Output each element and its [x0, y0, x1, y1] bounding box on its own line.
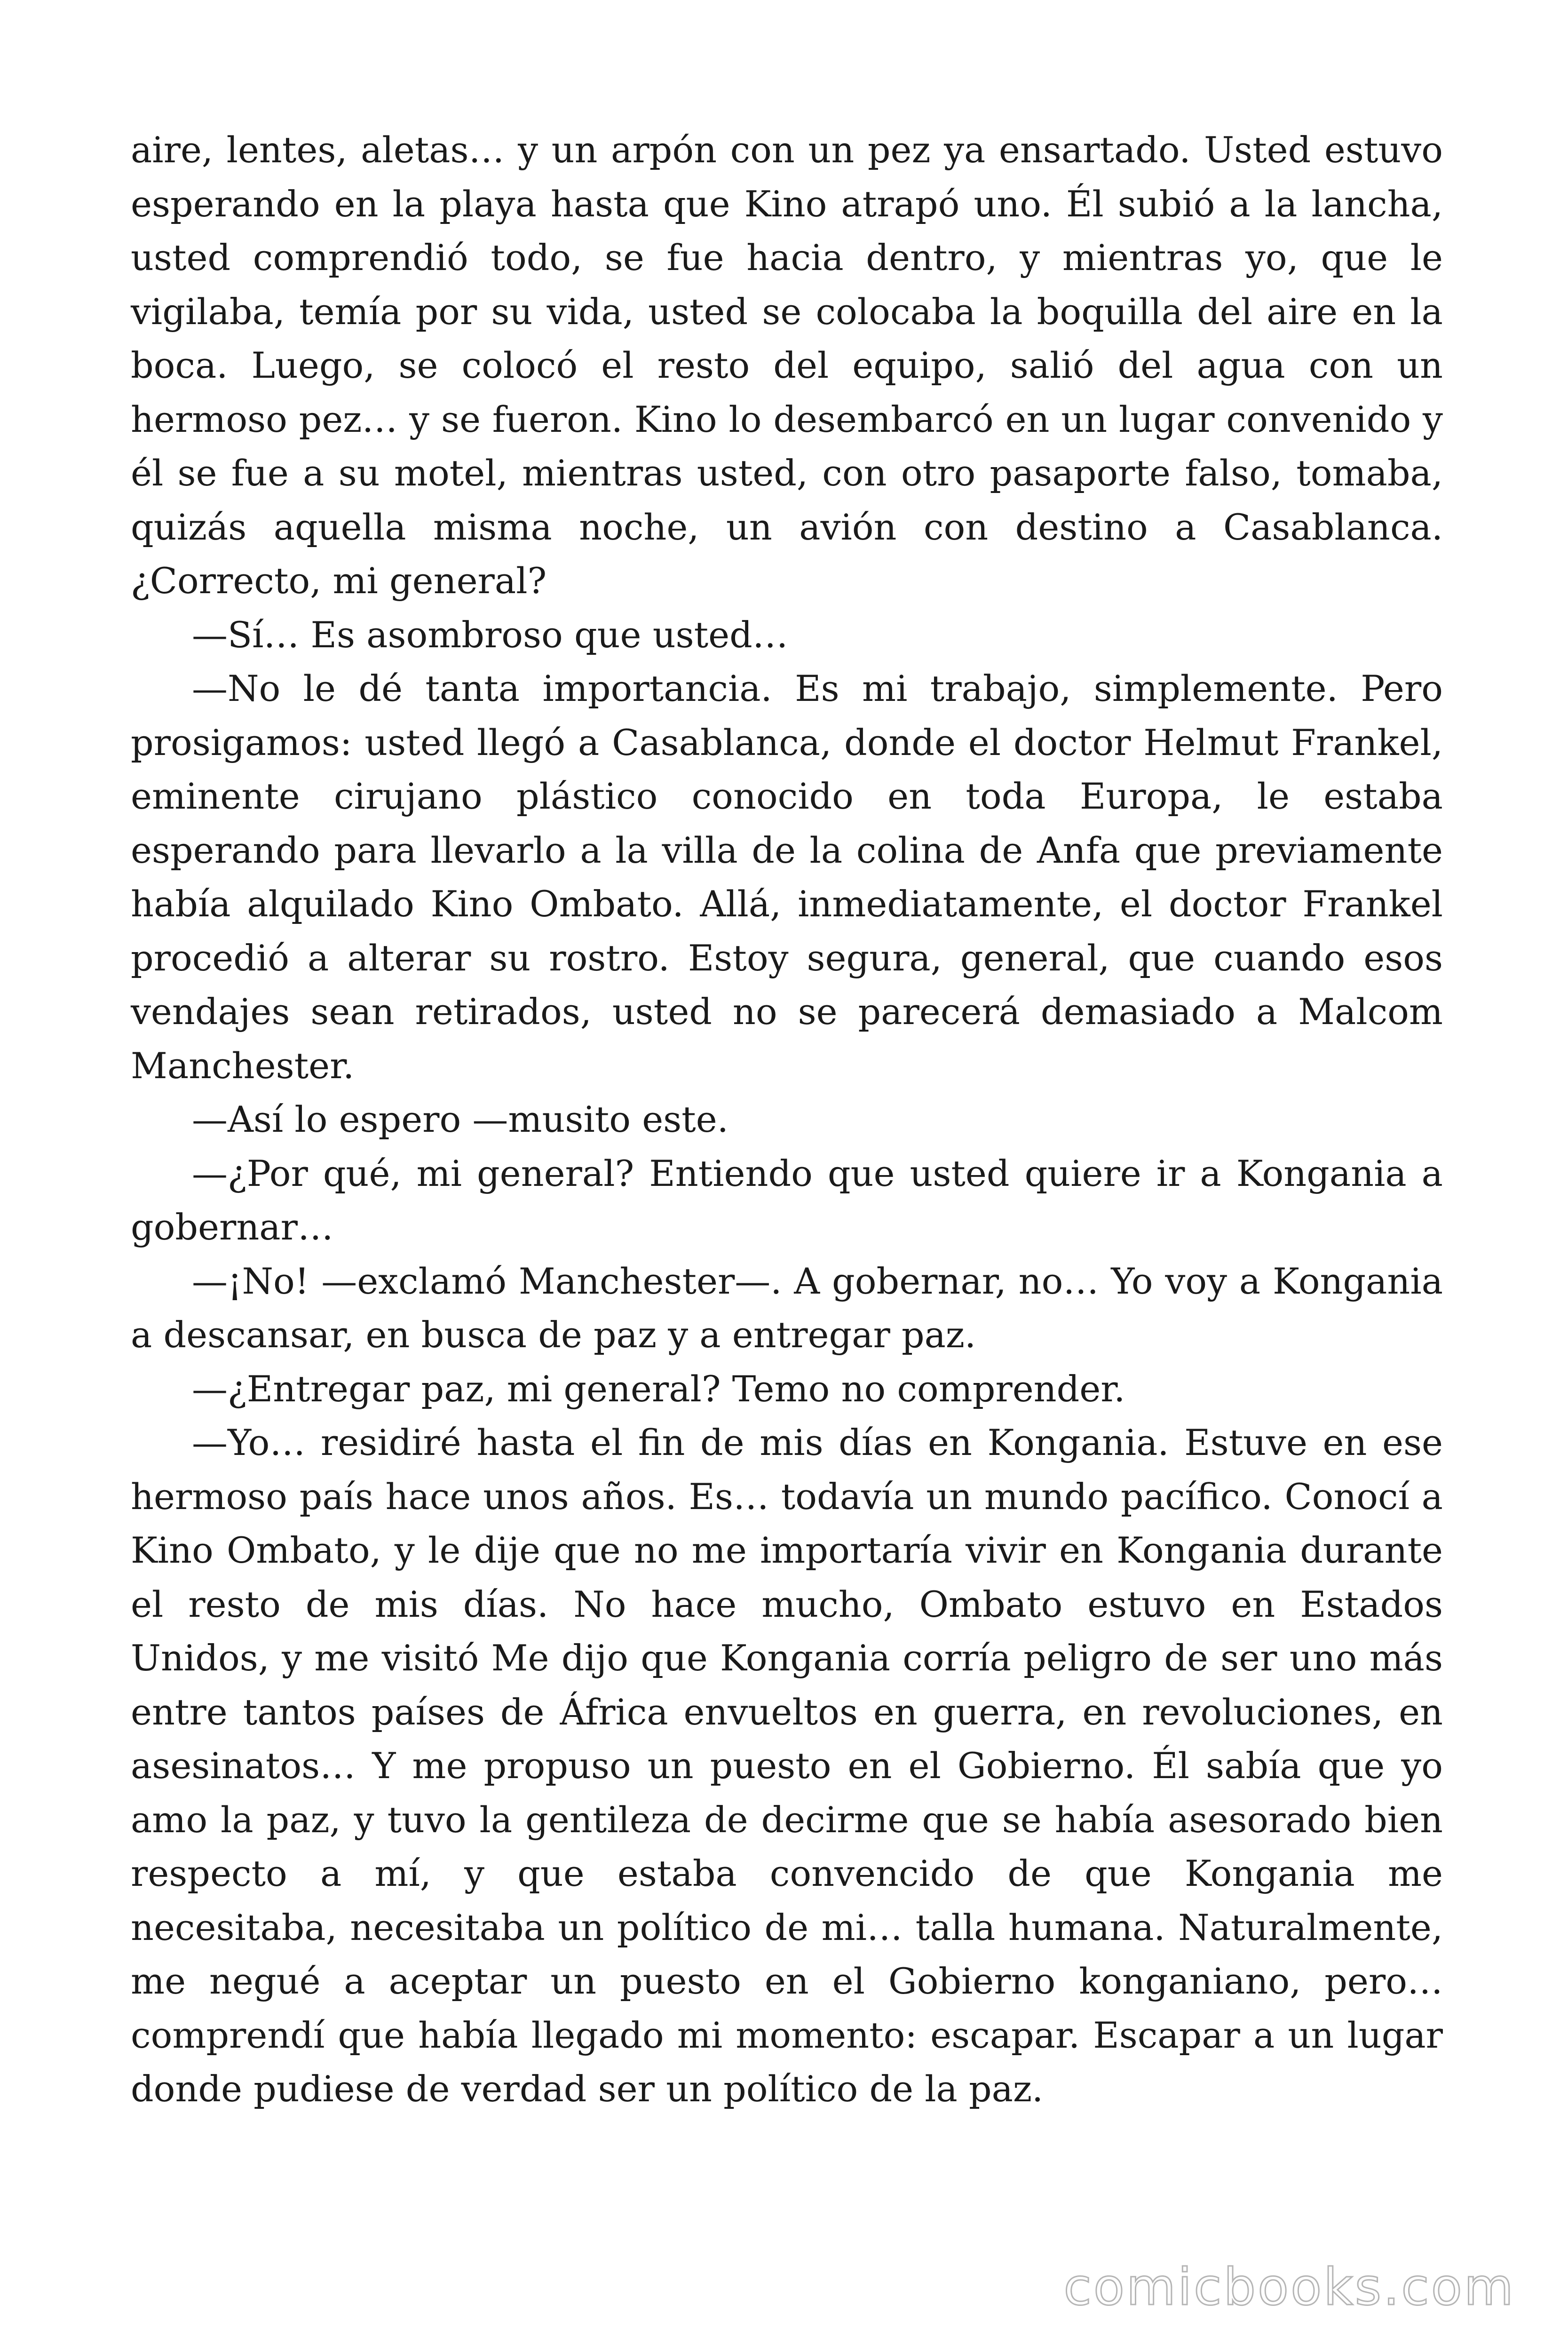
paragraph: aire, lentes, aletas… y un arpón con un pez ya ensartado. Usted estuvo esperando en la playa hasta que Kino atrapó uno. Él subió a la lancha, usted comprendió todo, se fue hacia dentro, y mientras yo, que le vigilaba, temía por su vida, usted se colocaba la boquilla del aire en la boca. Luego, se colocó el resto del equipo, salió del agua con un hermoso pez… y se fueron. Kino lo desembarcó en un lugar convenido y él se fue a su motel, mientras usted, con otro pasaporte falso, tomaba, quizás aquella misma noche, un avión con destino a Casablanca. ¿Correcto, mi general?	[131, 129, 1443, 602]
paragraph: —Yo… residiré hasta el fin de mis días en Kongania. Estuve en ese hermoso país hace unos años. Es… todavía un mundo pacífico. Conocí a Kino Ombato, y le dije que no me importaría vivir en Kongania durante el resto de mis días. No hace mucho, Ombato estuvo en Estados Unidos, y me visitó Me dijo que Kongania corría peligro de ser uno más entre tantos países de África envueltos en guerra, en revoluciones, en asesinatos… Y me propuso un puesto en el Gobierno. Él sabía que yo amo la paz, y tuvo la gentileza de decirme que se había asesorado bien respecto a mí, y que estaba convencido de que Kongania me necesitaba, necesitaba un político de mi… talla humana. Naturalmente, me negué a aceptar un puesto en el Gobierno konganiano, pero… comprendí que había llegado mi momento: escapar. Escapar a un lugar donde pudiese de verdad ser un político de la paz.	[131, 1422, 1443, 2110]
paragraph: —Así lo espero —musito este.	[192, 1098, 729, 1140]
paragraph: —¡No! —exclamó Manchester—. A gobernar, no… Yo voy a Kongania a descansar, en busca de paz y a entregar paz.	[131, 1260, 1443, 1356]
paragraph: —Sí… Es asombroso que usted…	[192, 613, 788, 656]
paragraph: —No le dé tanta importancia. Es mi trabajo, simplemente. Pero prosigamos: usted llegó a Casablanca, donde el doctor Helmut Frankel, eminente cirujano plástico conocido en toda Europa, le estaba esperando para llevarlo a la villa de la colina de Anfa que previamente había alquilado Kino Ombato. Allá, inmediatamente, el doctor Frankel procedió a alterar su rostro. Estoy segura, general, que cuando esos vendajes sean retirados, usted no se parecerá demasiado a Malcom Manchester.	[131, 667, 1443, 1087]
book-page-text	[131, 123, 1443, 2116]
watermark: comicbooks.com	[1063, 2258, 1515, 2317]
paragraph: —¿Por qué, mi general? Entiendo que usted quiere ir a Kongania a gobernar…	[131, 1152, 1443, 1248]
paragraph: —¿Entregar paz, mi general? Temo no comprender.	[192, 1367, 1125, 1410]
